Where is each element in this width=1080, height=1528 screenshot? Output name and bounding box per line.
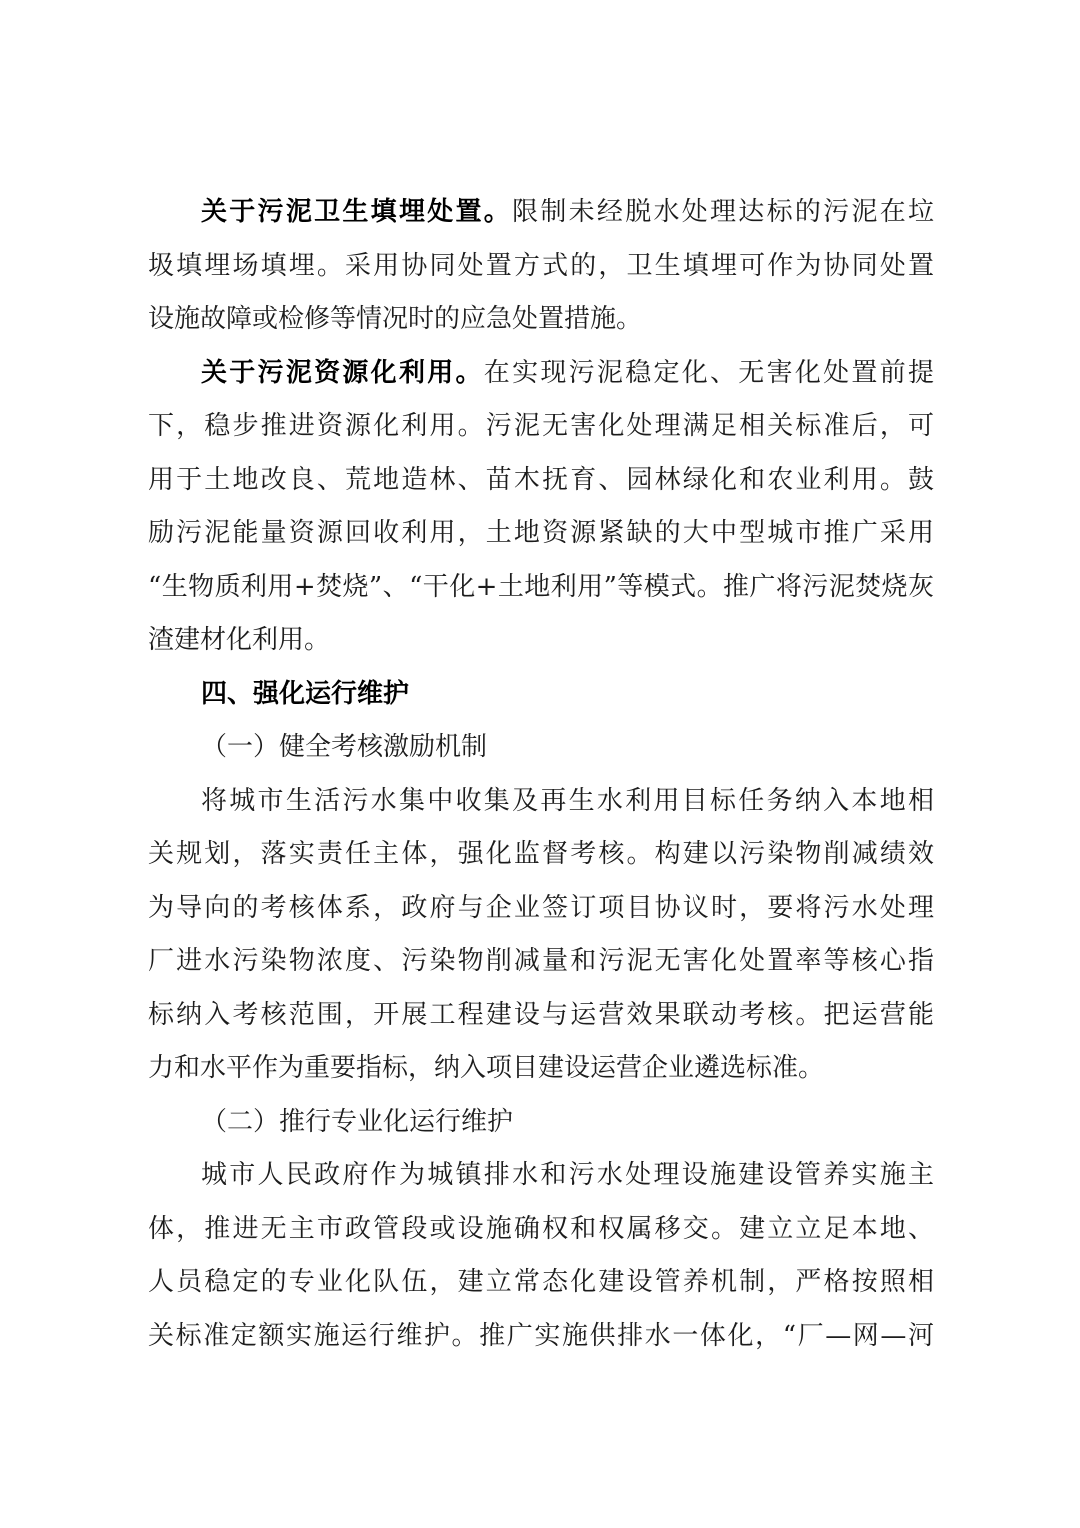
section-4-heading	[201, 674, 934, 714]
paragraph-2-line-4: 励污泥能量资源回收利用，土地资源紧缺的大中型城市推广采用	[148, 518, 934, 548]
paragraph-4-line-3: 人员稳定的专业化队伍，建立常态化建设管养机制，严格按照相	[148, 1267, 934, 1297]
paragraph-1-line-2: 圾填埋场填埋。采用协同处置方式的，卫生填埋可作为协同处置	[148, 251, 934, 281]
paragraph-1-line-1-text: 限制未经脱水处理达标的污泥在垃	[512, 197, 934, 227]
paragraph-3-line-3: 为导向的考核体系，政府与企业签订项目协议时，要将污水处理	[148, 893, 934, 923]
paragraph-2-line-1-text: 在实现污泥稳定化、无害化处置前提	[483, 358, 934, 388]
paragraph-3-line-2: 关规划，落实责任主体，强化监督考核。构建以污染物削减绩效	[148, 839, 934, 869]
paragraph-3-line-6: 力和水平作为重要指标，纳入项目建设运营企业遴选标准。	[148, 1053, 825, 1083]
paragraph-3-line-1: 将城市生活污水集中收集及再生水利用目标任务纳入本地相	[201, 786, 934, 816]
subsection-1-heading	[201, 727, 934, 767]
paragraph-1-line-1	[201, 192, 934, 232]
paragraph-1-lead: 关于污泥卫生填埋处置。	[201, 197, 513, 227]
paragraph-1-line-3: 设施故障或检修等情况时的应急处置措施。	[148, 304, 643, 334]
paragraph-2-line-2: 下，稳步推进资源化利用。污泥无害化处理满足相关标准后，可	[148, 411, 934, 441]
paragraph-4-line-2: 体，推进无主市政管段或设施确权和权属移交。建立立足本地、	[148, 1214, 934, 1244]
subsection-1-heading-text: （一）健全考核激励机制	[201, 732, 488, 762]
paragraph-2-line-6: 渣建材化利用。	[148, 625, 331, 655]
paragraph-3-line-5: 标纳入考核范围，开展工程建设与运营效果联动考核。把运营能	[148, 1000, 934, 1030]
paragraph-2-line-3: 用于土地改良、荒地造林、苗木抚育、园林绿化和农业利用。鼓	[148, 465, 934, 495]
paragraph-4-line-4: 关标准定额实施运行维护。推广实施供排水一体化，“厂—网—河	[148, 1321, 934, 1351]
subsection-2-heading-text: （二）推行专业化运行维护	[201, 1107, 514, 1137]
paragraph-4-line-1: 城市人民政府作为城镇排水和污水处理设施建设管养实施主	[201, 1160, 934, 1190]
paragraph-2-line-5: “生物质利用+焚烧”、“干化+土地利用”等模式。推广将污泥焚烧灰	[148, 572, 934, 602]
paragraph-3-line-4: 厂进水污染物浓度、污染物削减量和污泥无害化处置率等核心指	[148, 946, 934, 976]
section-4-heading-text: 四、强化运行维护	[201, 679, 410, 709]
paragraph-2-lead: 关于污泥资源化利用。	[201, 358, 484, 388]
subsection-2-heading	[201, 1102, 934, 1142]
paragraph-2-line-1	[201, 353, 934, 393]
